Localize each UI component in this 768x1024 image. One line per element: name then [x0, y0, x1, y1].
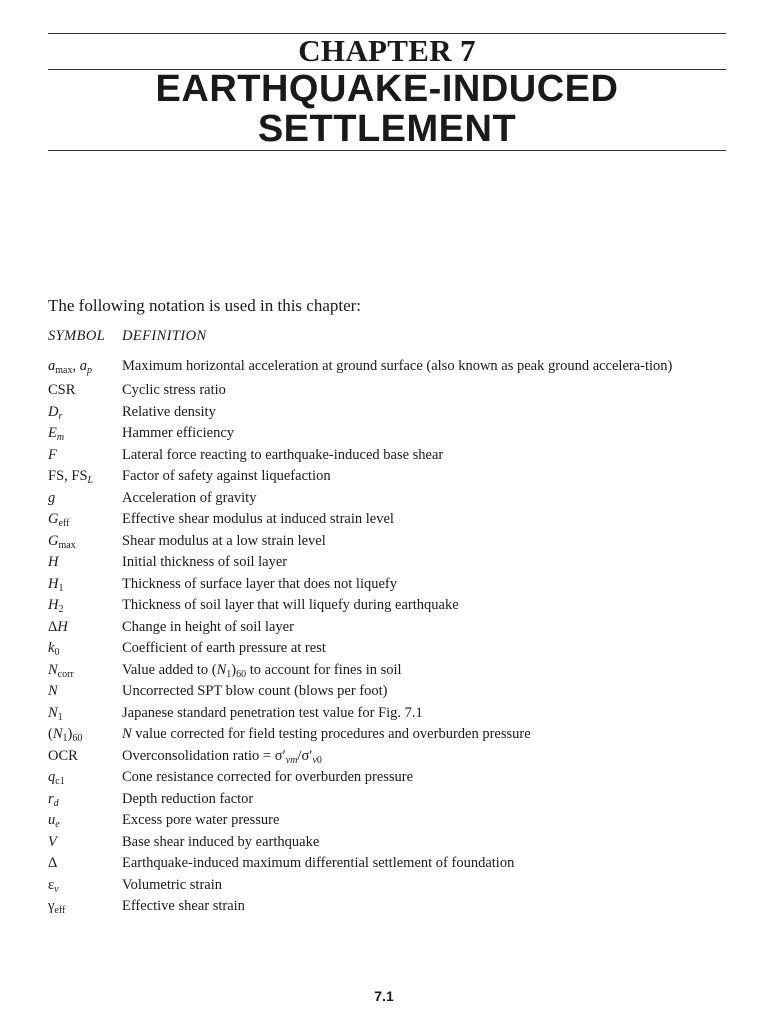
- notation-symbol: $H_1$: [48, 575, 64, 594]
- notation-definition: Hammer efficiency: [122, 425, 235, 441]
- notation-definition: Depth reduction factor: [122, 790, 254, 807]
- notation-symbol: $k_0$: [48, 640, 60, 658]
- notation-definition: Value added to $(N_1)_{60}$ to account for fines in soil: [122, 661, 402, 680]
- notation-row: [48, 810, 728, 832]
- notation-row: [48, 638, 728, 660]
- notation-row: [48, 896, 728, 918]
- notation-definition: Effective shear strain: [122, 898, 245, 914]
- notation-definition: Cone resistance corrected for overburden pressure: [122, 769, 414, 785]
- notation-row: [48, 875, 728, 897]
- notation-definition: Cyclic stress ratio: [122, 382, 226, 398]
- notation-definition: Initial thickness of soil layer: [122, 554, 288, 570]
- notation-symbol: OCR: [48, 747, 78, 764]
- notation-symbol: $u_e$: [48, 812, 60, 830]
- notation-row: [48, 853, 728, 875]
- notation-definition: Japanese standard penetration test value for Fig. 7.1: [122, 704, 423, 721]
- notation-symbol: $G_{eff}$: [48, 511, 70, 529]
- intro-text: The following notation is used in this chapter:: [48, 296, 362, 315]
- notation-symbol: $\gamma_{eff}$: [48, 898, 66, 916]
- notation-definition: Thickness of soil layer that will liquefy during earthquake: [122, 597, 459, 613]
- notation-definition: Maximum horizontal acceleration at ground surface (also known as peak ground accelera-tion): [122, 358, 673, 374]
- definition-column-header: DEFINITION: [122, 328, 207, 344]
- notation-symbol: $N_1$: [48, 704, 63, 723]
- notation-definition: Change in height of soil layer: [122, 618, 294, 635]
- notation-definition: Acceleration of gravity: [122, 489, 257, 506]
- notation-symbol: $q_{c1}$: [48, 769, 65, 787]
- notation-row: [48, 746, 728, 768]
- notation-symbol: Δ: [48, 855, 58, 871]
- notation-symbol: $\varepsilon_v$: [48, 876, 59, 895]
- notation-row: [48, 509, 728, 531]
- notation-symbol: CSR: [48, 382, 76, 398]
- notation-definition: Uncorrected SPT blow count (blows per foot): [122, 683, 388, 699]
- notation-definition: Thickness of surface layer that does not liquefy: [122, 575, 398, 592]
- notation-definition: Base shear induced by earthquake: [122, 833, 320, 850]
- notation-row: [48, 595, 728, 617]
- notation-symbol: $E_m$: [48, 425, 65, 443]
- notation-symbol: $a_{max}$, $a_p$: [48, 358, 92, 376]
- notation-symbol: ΔH: [48, 618, 68, 635]
- notation-row: [48, 681, 728, 703]
- notation-symbol: g: [48, 489, 56, 506]
- notation-row: [48, 617, 728, 639]
- notation-symbol: F: [48, 446, 57, 463]
- notation-symbol: $G_{max}$: [48, 532, 76, 551]
- notation-row: [48, 552, 728, 574]
- chapter-title: [48, 69, 726, 149]
- chapter-title-line-2: SETTLEMENT: [257, 108, 517, 150]
- notation-row: [48, 703, 728, 725]
- notation-definition: Relative density: [122, 403, 216, 420]
- notation-row: [48, 356, 728, 380]
- notation-definition: Earthquake-induced maximum differential settlement of foundation: [122, 855, 515, 871]
- notation-symbol: N: [48, 683, 58, 699]
- notation-symbol: $r_d$: [48, 790, 59, 809]
- notation-symbol: H: [48, 554, 59, 570]
- notation-row: [48, 531, 728, 553]
- notation-symbol: $H_2$: [48, 597, 64, 615]
- notation-row: [48, 574, 728, 596]
- page-number: 7.1: [374, 988, 394, 1004]
- notation-symbol: $(N_1)_{60}$: [48, 726, 83, 744]
- notation-definition: N value corrected for field testing procedures and overburden pressure: [122, 726, 531, 742]
- notation-list: [48, 356, 728, 918]
- chapter-title-line-1: EARTHQUAKE-INDUCED: [155, 68, 619, 110]
- notation-row: [48, 767, 728, 789]
- notation-definition: Coefficient of earth pressure at rest: [122, 640, 326, 656]
- notation-definition: Effective shear modulus at induced strain level: [122, 511, 394, 527]
- notation-symbol: V: [48, 833, 57, 850]
- notation-row: [48, 423, 728, 445]
- notation-definition: Overconsolidation ratio = $\sigma'_{vm}/\sigma'_{v0}$: [122, 747, 322, 766]
- notation-column-header: [48, 328, 207, 345]
- notation-definition: Factor of safety against liquefaction: [122, 468, 331, 484]
- notation-symbol: $D_r$: [48, 403, 63, 422]
- notation-row: [48, 660, 728, 682]
- notation-symbol: $N_{corr}$: [48, 661, 74, 680]
- notation-row: [48, 724, 728, 746]
- bottom-rule: [48, 150, 726, 151]
- notation-definition: Shear modulus at a low strain level: [122, 532, 326, 549]
- notation-row: [48, 832, 728, 854]
- notation-symbol: FS, $FS_L$: [48, 468, 94, 486]
- notation-row: [48, 402, 728, 424]
- notation-row: [48, 466, 728, 488]
- notation-definition: Volumetric strain: [122, 876, 223, 893]
- notation-row: [48, 488, 728, 510]
- notation-definition: Lateral force reacting to earthquake-induced base shear: [122, 446, 444, 463]
- notation-row: [48, 380, 728, 402]
- notation-definition: Excess pore water pressure: [122, 812, 280, 828]
- symbol-column-header: SYMBOL: [48, 328, 106, 344]
- notation-row: [48, 789, 728, 811]
- chapter-label: CHAPTER 7: [298, 33, 476, 68]
- notation-row: [48, 445, 728, 467]
